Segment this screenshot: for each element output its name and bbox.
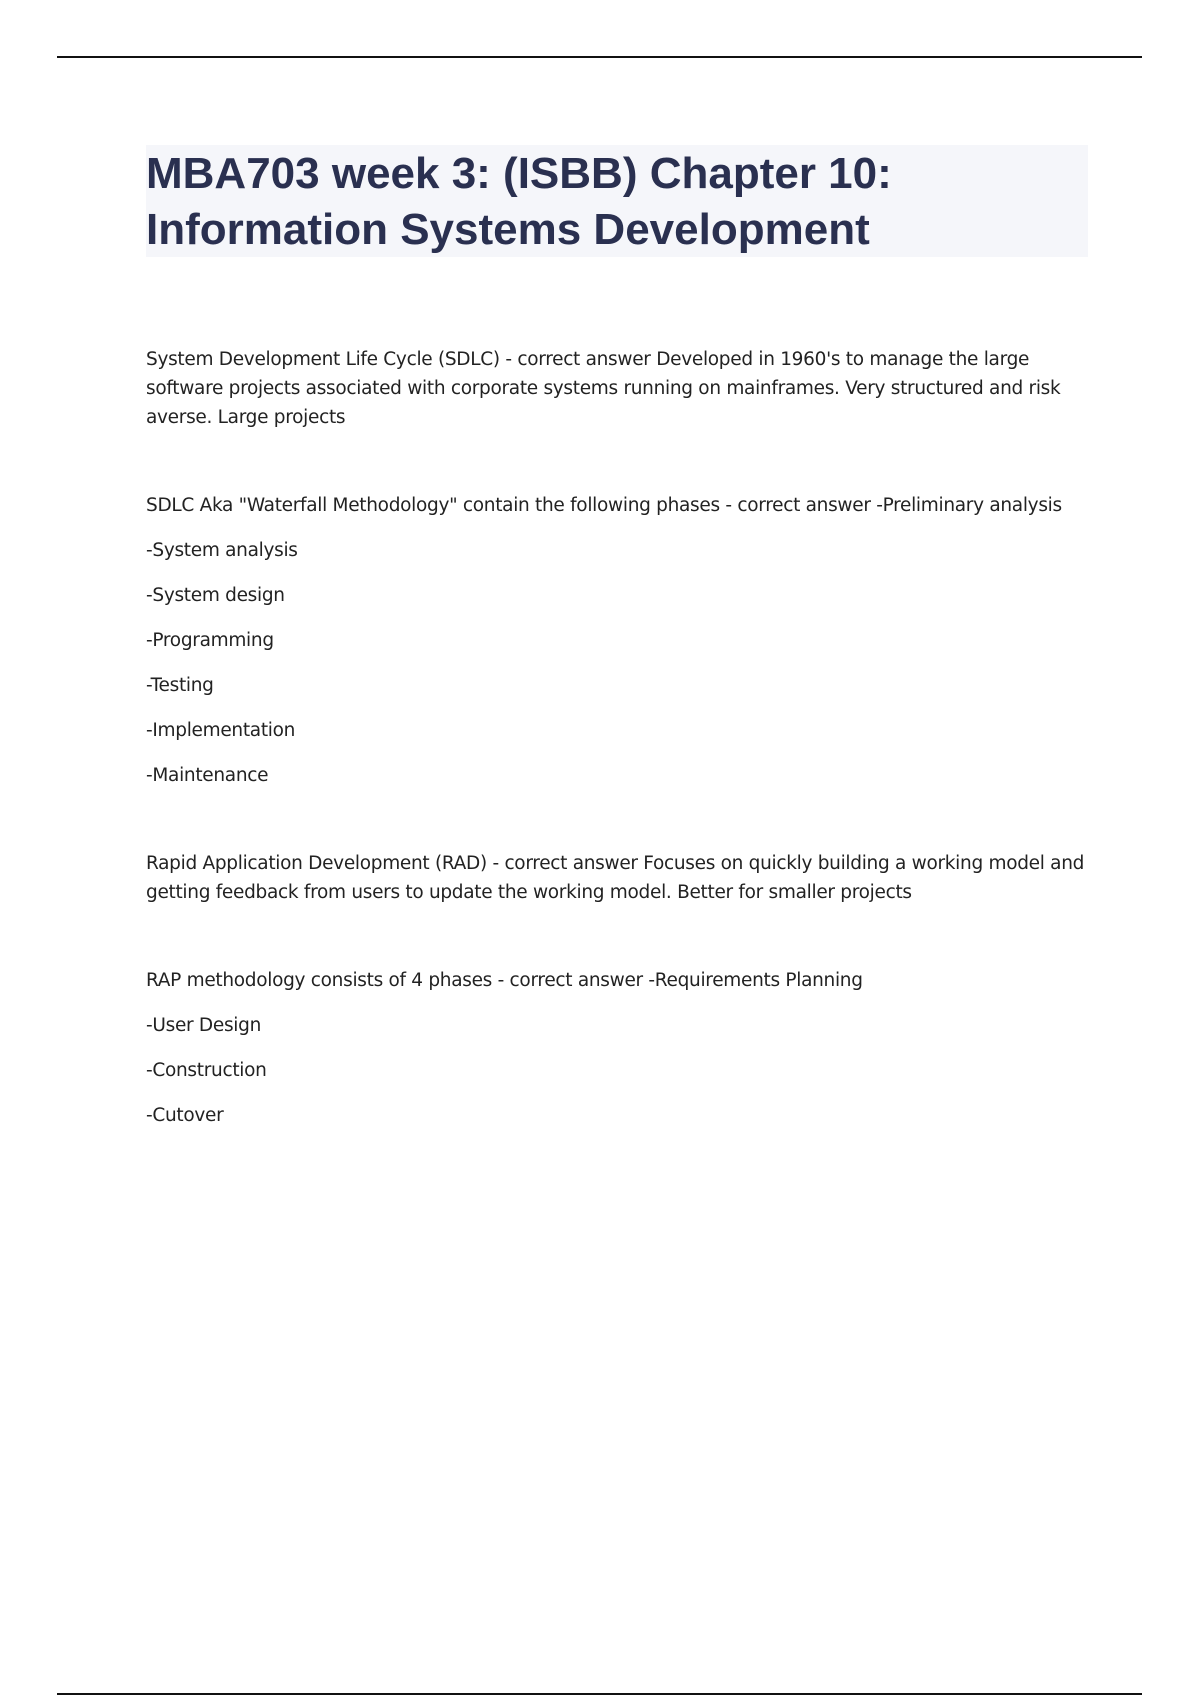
document-body xyxy=(146,345,1092,1130)
list-item: -Construction xyxy=(146,1060,267,1081)
qa-text: System Development Life Cycle (SDLC) - correct answer Developed in 1960's to manage the large software projects associated with corporate systems running on mainframes. Very structured and risk averse. Large projects xyxy=(146,349,1061,428)
list-item: -System analysis xyxy=(146,540,298,561)
qa-text: SDLC Aka "Waterfall Methodology" contain the following phases - correct answer -Preliminary analysis xyxy=(146,495,1062,516)
list-item: -Maintenance xyxy=(146,765,269,786)
qa-entry-rap-phases xyxy=(146,966,1092,1130)
list-item: -Testing xyxy=(146,675,214,696)
top-divider xyxy=(57,56,1142,58)
list-item: -User Design xyxy=(146,1015,261,1036)
list-item: -Cutover xyxy=(146,1105,224,1126)
qa-entry-sdlc xyxy=(146,345,1092,432)
bottom-divider xyxy=(57,1693,1142,1695)
qa-text: Rapid Application Development (RAD) - correct answer Focuses on quickly building a working model and getting feedback from users to update the working model. Better for smaller projects xyxy=(146,853,1085,903)
qa-entry-rad xyxy=(146,849,1092,907)
list-item: -System design xyxy=(146,585,285,606)
list-item: -Implementation xyxy=(146,720,296,741)
qa-text: RAP methodology consists of 4 phases - correct answer -Requirements Planning xyxy=(146,970,863,991)
list-item: -Programming xyxy=(146,630,274,651)
qa-entry-waterfall xyxy=(146,491,1092,790)
page-title: MBA703 week 3: (ISBB) Chapter 10: Information Systems Development xyxy=(146,149,892,254)
